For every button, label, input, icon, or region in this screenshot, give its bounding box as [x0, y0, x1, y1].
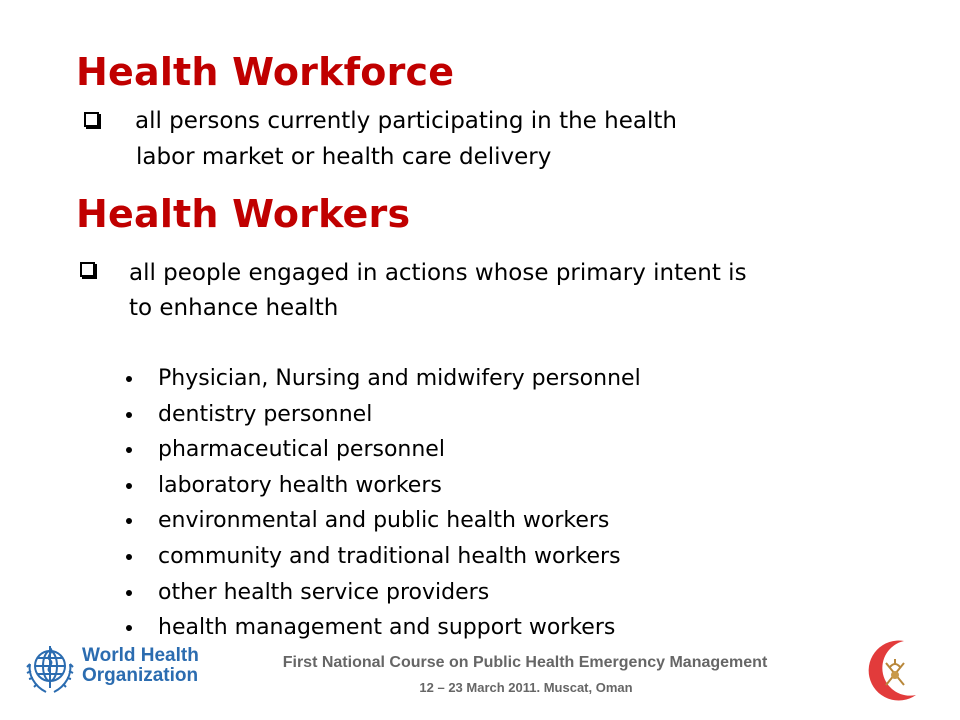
bullet-dot-icon [126, 376, 132, 382]
footer-course-text: First National Course on Public Health Emergency Management [282, 654, 768, 671]
health-worker-categories-list [115, 362, 641, 647]
bullet-dot-icon [126, 447, 132, 453]
footer-dates: 12 – 23 March 2011. Muscat, Oman [419, 680, 633, 695]
bullet-dot-icon [126, 412, 132, 418]
list-item [115, 540, 641, 576]
list-item [115, 504, 641, 540]
list-item [115, 611, 641, 647]
title-health-workers: Health Workers [76, 192, 411, 236]
list-item [115, 398, 641, 434]
list-item [115, 362, 641, 398]
bullet-dot-icon [126, 554, 132, 560]
bullet-dot-icon [126, 483, 132, 489]
checkbox-bullet-icon [84, 112, 99, 127]
list-item [115, 469, 641, 505]
workers-definition-line1: all people engaged in actions whose primary intent is [129, 260, 747, 286]
list-item-text: dentistry personnel [158, 401, 373, 427]
list-item-text: laboratory health workers [158, 472, 442, 498]
list-item-text: health management and support workers [158, 615, 616, 641]
list-item [115, 433, 641, 469]
checkbox-bullet-icon [80, 262, 95, 277]
list-item-text: pharmaceutical personnel [158, 437, 445, 463]
list-item-text: environmental and public health workers [158, 508, 610, 534]
list-item-text: community and traditional health workers [158, 543, 621, 569]
footer-course-title [0, 654, 960, 672]
who-logo-line1: World Health [82, 645, 199, 666]
who-logo-line2: Organization [82, 665, 199, 686]
title-health-workforce: Health Workforce [76, 50, 455, 94]
workforce-definition-line2: labor market or health care delivery [136, 144, 552, 170]
list-item-text: Physician, Nursing and midwifery personnel [158, 366, 641, 391]
workers-definition-line2: to enhance health [129, 295, 339, 321]
list-item [115, 576, 641, 612]
bullet-dot-icon [126, 518, 132, 524]
bullet-dot-icon [126, 590, 132, 596]
bullet-dot-icon [126, 625, 132, 631]
workforce-definition-line1: all persons currently participating in the health [135, 108, 677, 134]
list-item-text: other health service providers [158, 579, 490, 605]
red-crescent-emblem-icon [856, 633, 932, 709]
